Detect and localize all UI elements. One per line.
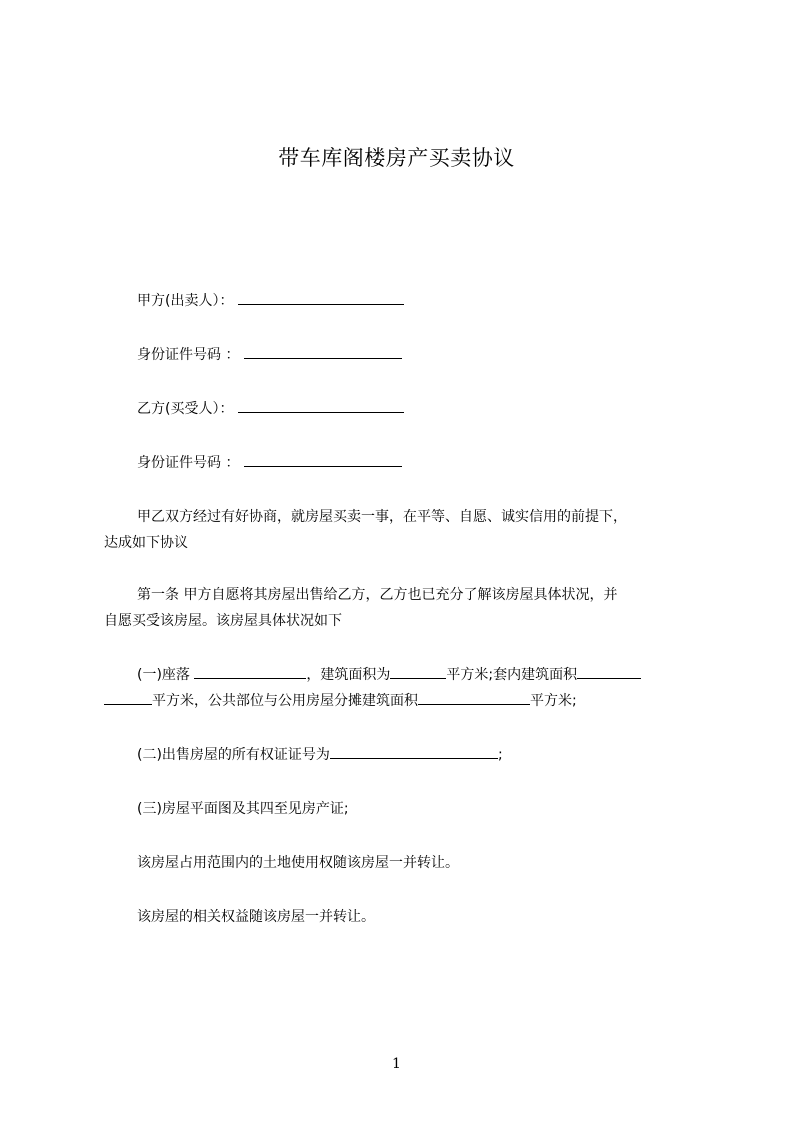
- article-1-line-1: 第一条 甲方自愿将其房屋出售给乙方，乙方也已充分了解该房屋具体状况，并: [137, 587, 618, 603]
- certificate-number-blank: [330, 744, 498, 759]
- party-b-line: [137, 398, 737, 420]
- inner-area-blank-part2: [104, 690, 152, 705]
- party-a-line: [137, 290, 737, 312]
- item-1-inner-area-label: 平方米;套内建筑面积: [446, 667, 578, 683]
- location-blank: [194, 664, 306, 679]
- rights-line: 该房屋的相关权益随该房屋一并转让。: [137, 909, 375, 925]
- item-1-unit-label: 平方米;: [530, 693, 577, 709]
- id-a-label: 身份证件号码 ：: [137, 347, 240, 363]
- land-use-line: 该房屋占用范围内的土地使用权随该房屋一并转让。: [137, 855, 459, 871]
- item-1-line-2: [104, 690, 704, 712]
- item-1-area-label: ，建筑面积为: [306, 667, 391, 683]
- item-3-line: (三)房屋平面图及其四至见房产证;: [137, 801, 349, 817]
- item-2-line: [137, 744, 737, 766]
- id-a-blank: [244, 344, 402, 359]
- id-b-line: [137, 452, 737, 474]
- shared-area-blank: [418, 690, 530, 705]
- article-1-line-2: 自愿买受该房屋。该房屋具体状况如下: [104, 613, 342, 629]
- item-2-label: (二)出售房屋的所有权证证号为: [137, 747, 330, 763]
- party-b-blank: [238, 398, 404, 413]
- item-2-end: ;: [497, 747, 503, 763]
- intro-line-1: 甲乙双方经过有好协商，就房屋买卖一事，在平等、自愿、诚实信用的前提下，: [137, 509, 627, 525]
- area-blank: [390, 664, 446, 679]
- intro-line-2: 达成如下协议: [104, 535, 188, 551]
- inner-area-blank-part1: [577, 664, 641, 679]
- item-1-location-label: (一)座落: [137, 667, 195, 683]
- party-a-label: 甲方(出卖人）：: [137, 293, 234, 309]
- party-a-blank: [238, 290, 404, 305]
- item-1-line-1: [137, 664, 737, 686]
- document-title: 带车库阁楼房产买卖协议: [278, 146, 515, 170]
- id-a-line: [137, 344, 737, 366]
- item-1-shared-area-label: 平方米，公共部位与公用房屋分摊建筑面积: [152, 693, 418, 709]
- party-b-label: 乙方(买受人）：: [137, 401, 234, 417]
- page-number: 1: [392, 1056, 401, 1072]
- id-b-blank: [244, 452, 402, 467]
- id-b-label: 身份证件号码 ：: [137, 455, 240, 471]
